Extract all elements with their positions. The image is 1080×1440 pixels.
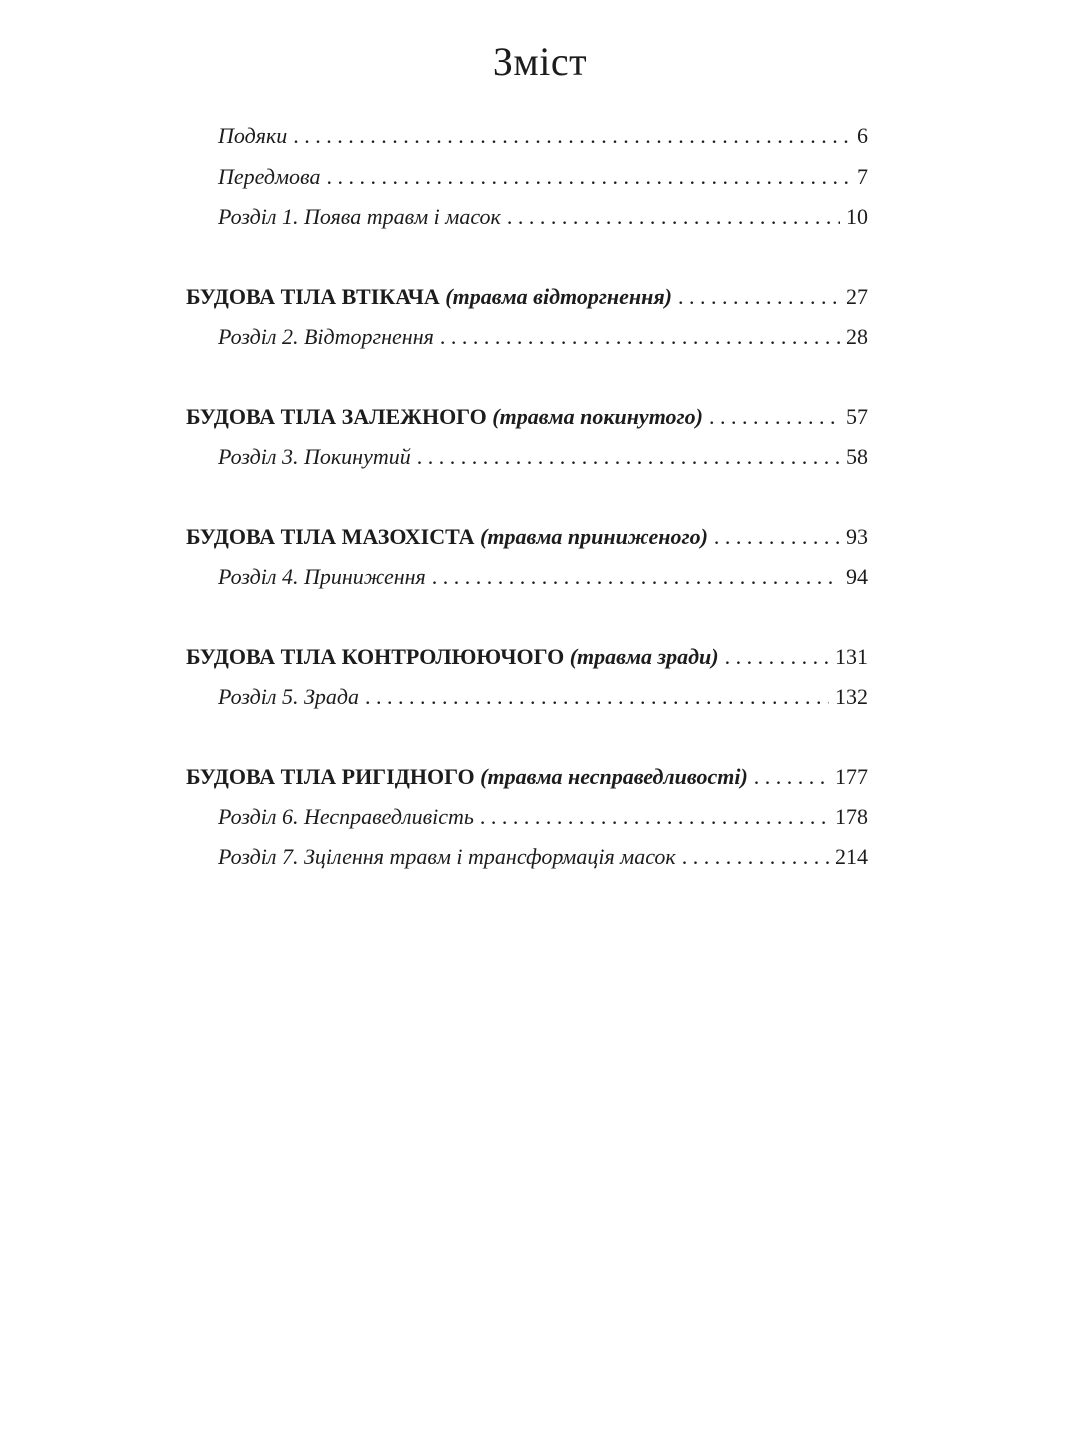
toc-section-subtitle: (травма відторгнення) bbox=[445, 284, 672, 309]
toc-entry-title: Розділ 6. Несправедливість bbox=[218, 804, 474, 829]
toc-entry[interactable] bbox=[218, 843, 868, 871]
toc-section-subtitle: (травма приниженого) bbox=[480, 524, 708, 549]
toc-page-number: 57 bbox=[846, 404, 868, 429]
toc-section-title: БУДОВА ТІЛА КОНТРОЛЮЮЧОГО bbox=[186, 644, 565, 669]
toc-entry[interactable] bbox=[218, 122, 868, 150]
dot-leader bbox=[682, 843, 829, 871]
toc-entry-title: Розділ 2. Відторгнення bbox=[218, 324, 434, 349]
dot-leader bbox=[754, 763, 829, 791]
dot-leader bbox=[709, 403, 840, 431]
toc-page-number: 10 bbox=[846, 204, 868, 229]
toc-section-subtitle: (травма несправедливості) bbox=[480, 764, 748, 789]
dot-leader bbox=[365, 683, 829, 711]
toc-section-subtitle: (травма зради) bbox=[569, 644, 719, 669]
toc-page-number: 178 bbox=[835, 804, 868, 829]
toc-section-entry[interactable] bbox=[186, 643, 868, 671]
toc-page-number: 132 bbox=[835, 684, 868, 709]
toc-page-number: 27 bbox=[846, 284, 868, 309]
toc-section-title: БУДОВА ТІЛА РИГІДНОГО bbox=[186, 764, 475, 789]
dot-leader bbox=[480, 803, 829, 831]
toc-entry-title: Розділ 5. Зрада bbox=[218, 684, 360, 709]
dot-leader bbox=[326, 163, 851, 191]
dot-leader bbox=[678, 283, 840, 311]
toc-section-title: БУДОВА ТІЛА ВТІКАЧА bbox=[186, 284, 440, 309]
toc-entry[interactable] bbox=[218, 563, 868, 591]
toc-entry-title: Розділ 4. Приниження bbox=[218, 564, 426, 589]
toc-page-number: 28 bbox=[846, 324, 868, 349]
toc-page-number: 7 bbox=[857, 164, 868, 189]
toc-entry-title: Розділ 7. Зцілення травм і трансформація масок bbox=[218, 844, 676, 869]
toc-section-entry[interactable] bbox=[186, 403, 868, 431]
toc-section-title: БУДОВА ТІЛА МАЗОХІСТА bbox=[186, 524, 475, 549]
toc-entry-title: Розділ 1. Поява травм і масок bbox=[218, 204, 501, 229]
toc-entry-title: Передмова bbox=[218, 164, 321, 189]
toc-entry[interactable] bbox=[218, 163, 868, 191]
toc-section-entry[interactable] bbox=[186, 523, 868, 551]
toc-section-entry[interactable] bbox=[186, 763, 868, 791]
toc-entry[interactable] bbox=[218, 803, 868, 831]
page-title: Зміст bbox=[492, 39, 588, 84]
toc-page-number: 58 bbox=[846, 444, 868, 469]
toc-entry[interactable] bbox=[218, 323, 868, 351]
toc-section-entry[interactable] bbox=[186, 283, 868, 311]
toc-page-number: 93 bbox=[846, 524, 868, 549]
toc-page-number: 94 bbox=[846, 564, 868, 589]
dot-leader bbox=[432, 563, 840, 591]
dot-leader bbox=[293, 122, 851, 150]
toc-entry[interactable] bbox=[218, 683, 868, 711]
toc-page-number: 6 bbox=[857, 123, 868, 148]
toc-page-number: 214 bbox=[835, 844, 868, 869]
toc-entry-title: Подяки bbox=[218, 123, 288, 148]
toc-entry-title: Розділ 3. Покинутий bbox=[218, 444, 411, 469]
dot-leader bbox=[417, 443, 840, 471]
dot-leader bbox=[440, 323, 840, 351]
dot-leader bbox=[725, 643, 829, 671]
dot-leader bbox=[714, 523, 840, 551]
dot-leader bbox=[507, 203, 840, 231]
toc-entry[interactable] bbox=[218, 203, 868, 231]
toc-page-number: 177 bbox=[835, 764, 868, 789]
toc-section-subtitle: (травма покинутого) bbox=[492, 404, 703, 429]
toc-entry[interactable] bbox=[218, 443, 868, 471]
toc-section-title: БУДОВА ТІЛА ЗАЛЕЖНОГО bbox=[186, 404, 487, 429]
toc-page-number: 131 bbox=[835, 644, 868, 669]
